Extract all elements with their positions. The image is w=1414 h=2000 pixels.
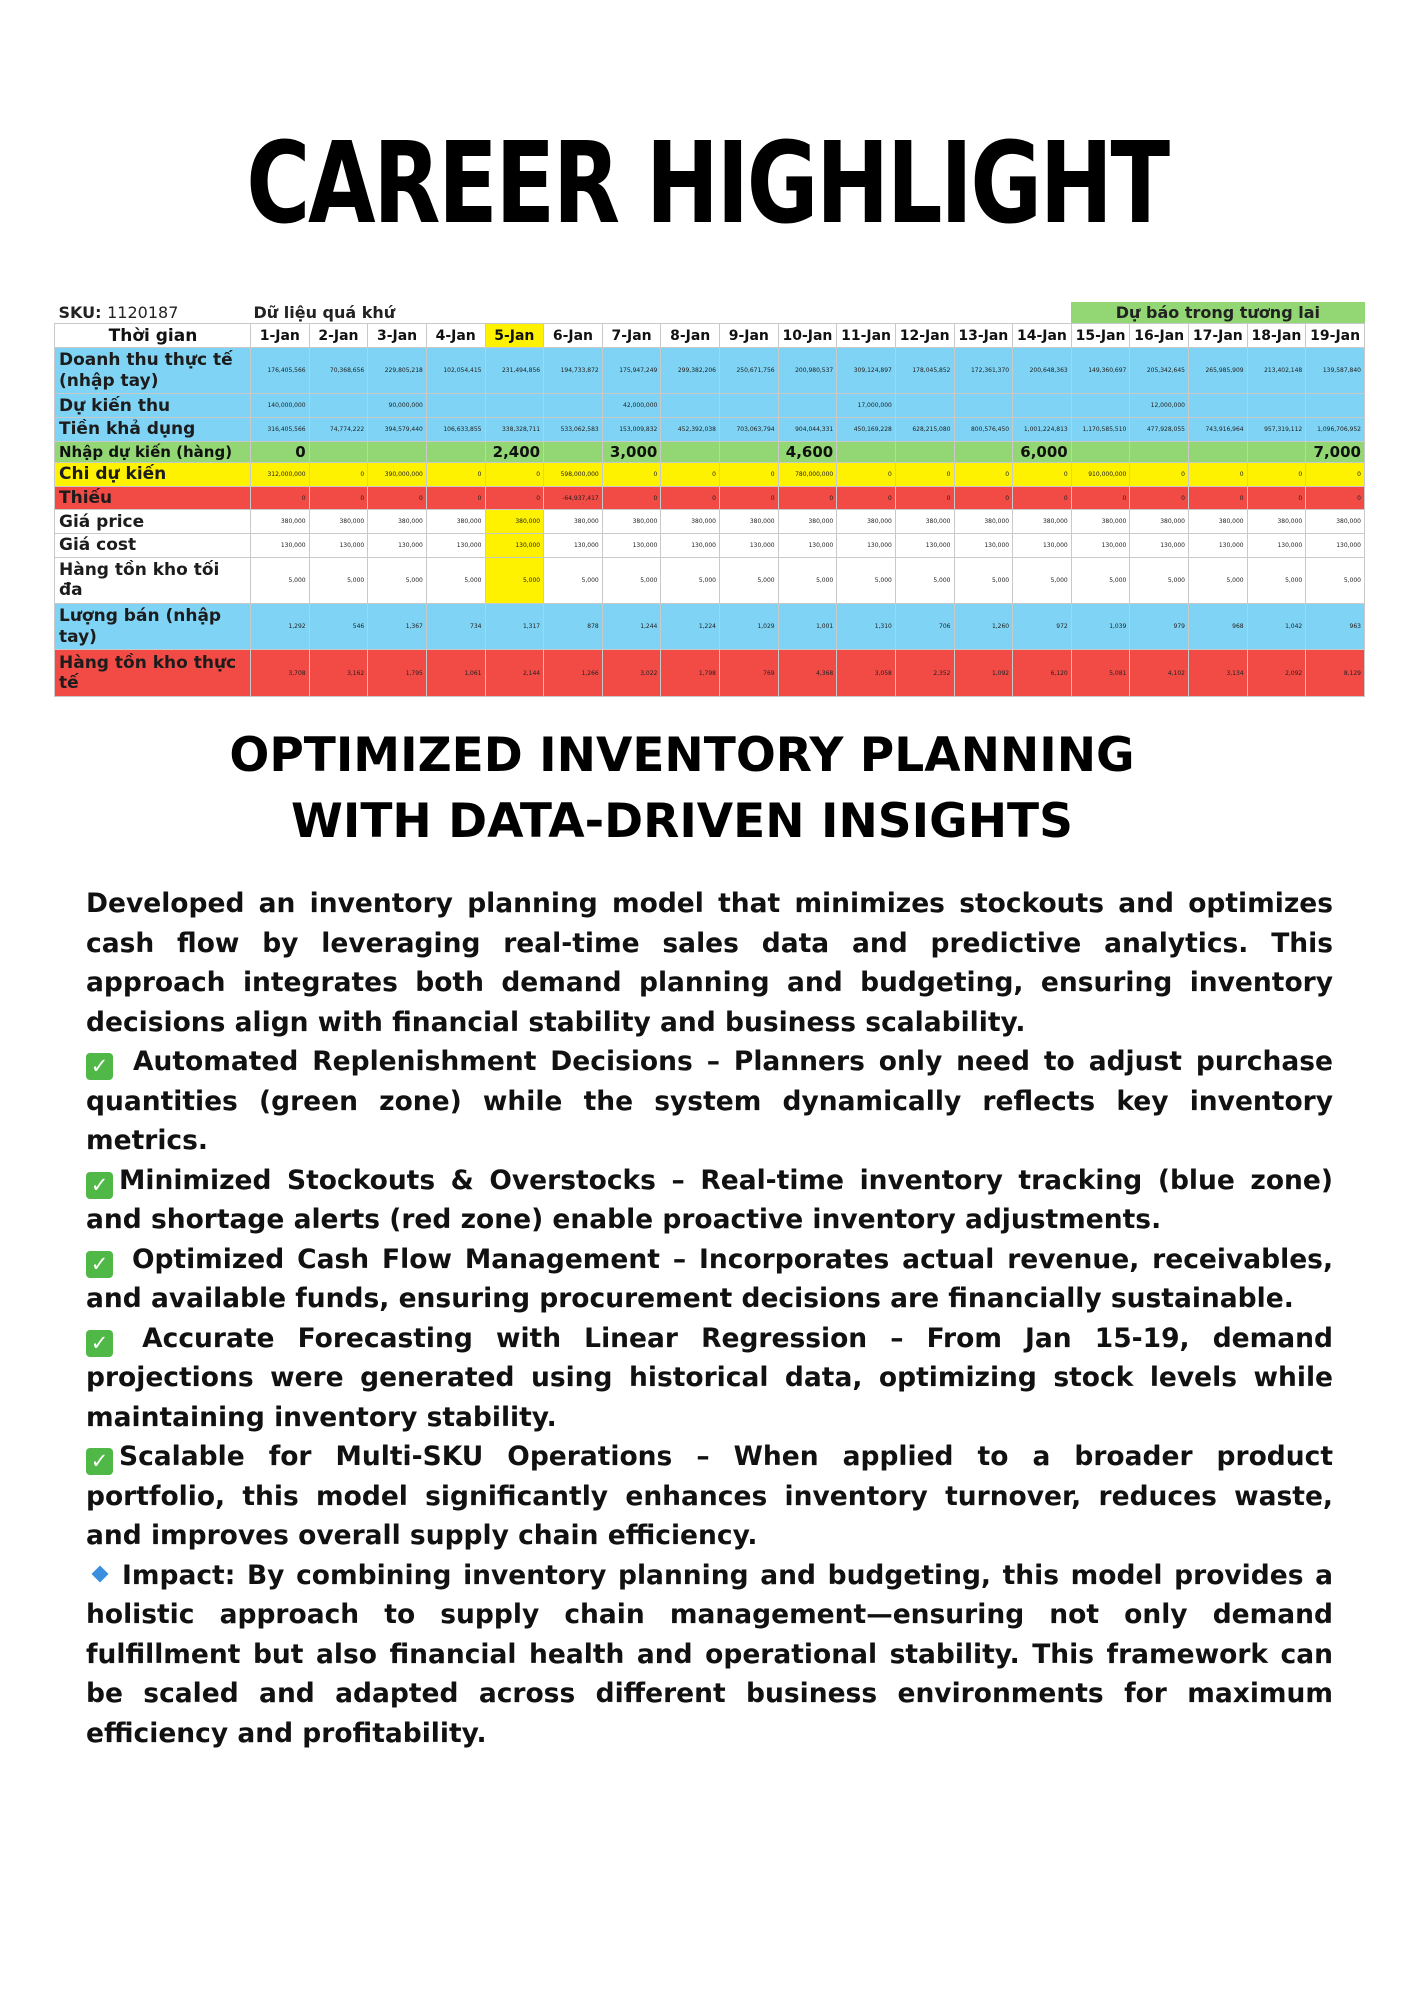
data-cell: 706 (895, 604, 954, 650)
date-header: 19-Jan (1306, 324, 1365, 348)
sheet-row (55, 650, 1365, 697)
data-cell: 130,000 (1189, 534, 1248, 558)
data-cell: 380,000 (661, 510, 720, 534)
date-header: 10-Jan (778, 324, 837, 348)
data-cell: 4,102 (1130, 650, 1189, 697)
row-label: Dự kiến thu (55, 394, 251, 418)
data-cell (1013, 394, 1072, 418)
data-cell: 380,000 (1130, 510, 1189, 534)
data-cell: 380,000 (1189, 510, 1248, 534)
data-cell: 0 (720, 486, 779, 510)
data-cell: 70,368,656 (309, 348, 368, 394)
data-cell (720, 441, 779, 462)
data-cell: 5,000 (251, 557, 310, 603)
sku-cell (55, 302, 251, 324)
data-cell (426, 394, 485, 418)
data-cell: 213,402,148 (1247, 348, 1306, 394)
data-cell (1071, 394, 1130, 418)
data-cell: 1,292 (251, 604, 310, 650)
sku-label: SKU: (58, 303, 102, 323)
data-cell: 0 (954, 486, 1013, 510)
data-cell: 1,795 (368, 650, 427, 697)
data-cell: -64,937,417 (544, 486, 603, 510)
data-cell: 2,144 (485, 650, 544, 697)
data-cell: 5,000 (1013, 557, 1072, 603)
data-cell: 5,000 (309, 557, 368, 603)
data-cell: 130,000 (720, 534, 779, 558)
data-cell: 0 (251, 486, 310, 510)
data-cell: 0 (426, 462, 485, 486)
data-cell: 5,000 (426, 557, 485, 603)
check-icon: ✓ (86, 1448, 113, 1475)
data-cell: 1,061 (426, 650, 485, 697)
data-cell: 0 (309, 462, 368, 486)
data-cell: 963 (1306, 604, 1365, 650)
data-cell: 450,169,228 (837, 418, 896, 442)
data-cell: 1,001,224,813 (1013, 418, 1072, 442)
impact-label: Impact: (122, 1559, 236, 1591)
data-cell: 130,000 (895, 534, 954, 558)
data-cell: 102,054,415 (426, 348, 485, 394)
bullet-text: Accurate Forecasting with Linear Regression – From Jan 15-19, demand projections were generated using historical data, optimizing stock levels while maintaining inventory stability. (86, 1322, 1333, 1433)
data-cell: 390,000,000 (368, 462, 427, 486)
data-cell: 477,928,055 (1130, 418, 1189, 442)
data-cell: 533,062,583 (544, 418, 603, 442)
data-cell: 1,244 (602, 604, 661, 650)
data-cell: 4,600 (778, 441, 837, 462)
data-cell: 5,000 (485, 557, 544, 603)
date-header: 1-Jan (251, 324, 310, 348)
data-cell: 0 (837, 462, 896, 486)
data-cell: 380,000 (720, 510, 779, 534)
data-cell: 800,576,450 (954, 418, 1013, 442)
data-cell: 265,985,909 (1189, 348, 1248, 394)
past-data-label: Dữ liệu quá khứ (253, 303, 396, 323)
date-header: 3-Jan (368, 324, 427, 348)
data-cell: 3,708 (251, 650, 310, 697)
data-cell: 0 (1013, 486, 1072, 510)
data-cell: 6,000 (1013, 441, 1072, 462)
data-cell (895, 441, 954, 462)
data-cell: 130,000 (309, 534, 368, 558)
check-icon: ✓ (86, 1330, 113, 1357)
data-cell: 0 (602, 486, 661, 510)
data-cell: 380,000 (837, 510, 896, 534)
data-cell: 380,000 (368, 510, 427, 534)
data-cell: 0 (1306, 462, 1365, 486)
data-cell: 703,063,794 (720, 418, 779, 442)
bullet-text: Optimized Cash Flow Management – Incorporates actual revenue, receivables, and available funds, ensuring procurement decisions are financially sustainable. (86, 1243, 1334, 1314)
date-header: 14-Jan (1013, 324, 1072, 348)
date-header: 4-Jan (426, 324, 485, 348)
data-cell: 1,367 (368, 604, 427, 650)
sheet-row (55, 462, 1365, 486)
check-icon: ✓ (86, 1172, 113, 1199)
row-label: Hàng tồn kho tối đa (55, 557, 251, 603)
body-text (86, 884, 1333, 1753)
bullet-item (86, 1240, 1333, 1319)
data-cell: 149,360,697 (1071, 348, 1130, 394)
date-header: 6-Jan (544, 324, 603, 348)
data-cell: 5,000 (544, 557, 603, 603)
data-cell: 2,400 (485, 441, 544, 462)
data-cell: 1,260 (954, 604, 1013, 650)
bullet-text: Minimized Stockouts & Overstocks – Real-time inventory tracking (blue zone) and shortage alerts (red zone) enable proactive inventory adjustments. (86, 1164, 1333, 1235)
data-cell: 0 (837, 486, 896, 510)
sheet-row (55, 534, 1365, 558)
data-cell: 380,000 (1071, 510, 1130, 534)
data-cell: 452,392,038 (661, 418, 720, 442)
data-cell: 3,022 (602, 650, 661, 697)
data-cell: 743,916,964 (1189, 418, 1248, 442)
data-cell: 0 (954, 462, 1013, 486)
data-cell (661, 394, 720, 418)
data-cell: 0 (1013, 462, 1072, 486)
sheet-row (55, 510, 1365, 534)
data-cell: 338,328,711 (485, 418, 544, 442)
data-cell: 0 (602, 462, 661, 486)
data-cell: 380,000 (1013, 510, 1072, 534)
data-cell: 1,310 (837, 604, 896, 650)
data-cell: 380,000 (1247, 510, 1306, 534)
data-cell (1071, 441, 1130, 462)
data-cell: 0 (368, 486, 427, 510)
data-cell: 130,000 (251, 534, 310, 558)
data-cell: 628,215,080 (895, 418, 954, 442)
sheet-row (55, 418, 1365, 442)
data-cell: 312,000,000 (251, 462, 310, 486)
date-header: 7-Jan (602, 324, 661, 348)
data-cell: 0 (895, 486, 954, 510)
data-cell: 176,405,566 (251, 348, 310, 394)
data-cell: 5,000 (1071, 557, 1130, 603)
data-cell: 380,000 (954, 510, 1013, 534)
data-cell: 130,000 (1247, 534, 1306, 558)
row-label: Thiếu (55, 486, 251, 510)
data-cell: 734 (426, 604, 485, 650)
data-cell (368, 441, 427, 462)
data-cell: 205,342,645 (1130, 348, 1189, 394)
inventory-spreadsheet (54, 302, 1365, 697)
data-cell: 1,317 (485, 604, 544, 650)
row-label: Doanh thu thực tế (nhập tay) (55, 348, 251, 394)
data-cell: 74,774,222 (309, 418, 368, 442)
data-cell: 380,000 (1306, 510, 1365, 534)
impact-text: By combining inventory planning and budgeting, this model provides a holistic approach to supply chain management—ensuring not only demand fulfillment but also financial health and operational stability. This framework can be scaled and adapted across different business environments for maximum efficiency and profitability. (86, 1559, 1333, 1749)
sheet-row (55, 604, 1365, 650)
data-cell: 130,000 (1013, 534, 1072, 558)
data-cell: 5,000 (778, 557, 837, 603)
data-cell (1189, 394, 1248, 418)
data-cell (954, 441, 1013, 462)
data-cell: 0 (661, 486, 720, 510)
bullet-item (86, 1161, 1333, 1240)
data-cell: 380,000 (602, 510, 661, 534)
data-cell: 5,000 (895, 557, 954, 603)
data-cell: 299,382,206 (661, 348, 720, 394)
date-header: 12-Jan (895, 324, 954, 348)
data-cell: 1,039 (1071, 604, 1130, 650)
data-cell: 5,000 (837, 557, 896, 603)
data-cell: 130,000 (368, 534, 427, 558)
data-cell: 979 (1130, 604, 1189, 650)
date-header: 16-Jan (1130, 324, 1189, 348)
data-cell: 5,000 (368, 557, 427, 603)
data-cell: 175,947,249 (602, 348, 661, 394)
data-cell (778, 394, 837, 418)
check-icon: ✓ (86, 1053, 113, 1080)
bullet-text: Scalable for Multi-SKU Operations – When applied to a broader product portfolio, this model significantly enhances inventory turnover, reduces waste, and improves overall supply chain efficiency. (86, 1441, 1333, 1551)
data-cell: 380,000 (895, 510, 954, 534)
data-cell: 3,162 (309, 650, 368, 697)
data-cell: 380,000 (544, 510, 603, 534)
data-cell: 910,000,000 (1071, 462, 1130, 486)
data-cell: 309,124,897 (837, 348, 896, 394)
row-label: Giá price (55, 510, 251, 534)
row-label: Giá cost (55, 534, 251, 558)
data-cell: 380,000 (426, 510, 485, 534)
data-cell: 972 (1013, 604, 1072, 650)
data-cell: 1,266 (544, 650, 603, 697)
sheet-row (55, 394, 1365, 418)
data-cell: 1,092 (954, 650, 1013, 697)
data-cell (1247, 441, 1306, 462)
data-cell: 17,000,000 (837, 394, 896, 418)
data-cell: 0 (485, 486, 544, 510)
data-cell: 4,368 (778, 650, 837, 697)
data-cell: 0 (1189, 486, 1248, 510)
diamond-icon (92, 1566, 109, 1583)
data-cell (309, 394, 368, 418)
data-cell: 130,000 (661, 534, 720, 558)
data-cell: 5,000 (602, 557, 661, 603)
date-header: 17-Jan (1189, 324, 1248, 348)
data-cell: 0 (485, 462, 544, 486)
data-cell: 0 (1130, 486, 1189, 510)
sheet-row (55, 441, 1365, 462)
data-cell: 598,000,000 (544, 462, 603, 486)
row-label: Lượng bán (nhập tay) (55, 604, 251, 650)
intro-paragraph: Developed an inventory planning model that minimizes stockouts and optimizes cash flow by leveraging real-time sales data and predictive analytics. This approach integrates both demand planning and budgeting, ensuring inventory decisions align with financial stability and business scalability. (86, 888, 1333, 1038)
data-cell: 5,000 (1130, 557, 1189, 603)
data-cell: 130,000 (837, 534, 896, 558)
sheet-row (55, 348, 1365, 394)
data-cell (1247, 394, 1306, 418)
data-cell: 1,224 (661, 604, 720, 650)
data-cell (1189, 441, 1248, 462)
row-label: Chi dự kiến (55, 462, 251, 486)
data-cell: 130,000 (544, 534, 603, 558)
data-cell: 1,170,585,510 (1071, 418, 1130, 442)
date-header: 8-Jan (661, 324, 720, 348)
data-cell: 780,000,000 (778, 462, 837, 486)
data-cell: 5,000 (954, 557, 1013, 603)
date-header: 2-Jan (309, 324, 368, 348)
data-cell: 231,494,856 (485, 348, 544, 394)
data-cell: 130,000 (426, 534, 485, 558)
data-cell: 3,000 (602, 441, 661, 462)
data-cell: 380,000 (251, 510, 310, 534)
data-cell: 0 (309, 486, 368, 510)
data-cell: 394,579,440 (368, 418, 427, 442)
impact-paragraph (86, 1556, 1333, 1754)
date-header: 18-Jan (1247, 324, 1306, 348)
data-cell: 5,000 (1189, 557, 1248, 603)
data-cell: 0 (251, 441, 310, 462)
data-cell: 130,000 (1071, 534, 1130, 558)
data-cell (1306, 394, 1365, 418)
data-cell: 904,044,331 (778, 418, 837, 442)
data-cell: 0 (1071, 486, 1130, 510)
data-cell (485, 394, 544, 418)
data-cell: 380,000 (485, 510, 544, 534)
data-cell: 5,000 (720, 557, 779, 603)
data-cell: 172,361,370 (954, 348, 1013, 394)
data-cell: 380,000 (778, 510, 837, 534)
data-cell: 153,009,832 (602, 418, 661, 442)
date-header: 13-Jan (954, 324, 1013, 348)
check-icon: ✓ (86, 1251, 113, 1278)
data-cell: 0 (895, 462, 954, 486)
data-cell: 8,129 (1306, 650, 1365, 697)
data-cell (544, 441, 603, 462)
sheet-header-row (55, 324, 1365, 348)
data-cell: 0 (661, 462, 720, 486)
data-cell (661, 441, 720, 462)
headline-line-1: OPTIMIZED INVENTORY PLANNING (229, 728, 1135, 783)
data-cell: 0 (720, 462, 779, 486)
page-title: CAREER HIGHLIGHT (246, 119, 1168, 249)
data-cell: 7,000 (1306, 441, 1365, 462)
data-cell: 178,045,852 (895, 348, 954, 394)
data-cell: 2,092 (1247, 650, 1306, 697)
bullet-item (86, 1319, 1333, 1438)
data-cell: 546 (309, 604, 368, 650)
data-cell: 5,000 (661, 557, 720, 603)
data-cell: 5,000 (1306, 557, 1365, 603)
data-cell: 316,405,566 (251, 418, 310, 442)
data-cell (544, 394, 603, 418)
row-label: Tiền khả dụng (55, 418, 251, 442)
data-cell: 1,096,706,952 (1306, 418, 1365, 442)
data-cell: 0 (1130, 462, 1189, 486)
data-cell (309, 441, 368, 462)
data-cell (954, 394, 1013, 418)
data-cell: 878 (544, 604, 603, 650)
date-header: 9-Jan (720, 324, 779, 348)
data-cell: 5,081 (1071, 650, 1130, 697)
row-label: Nhập dự kiến (hàng) (55, 441, 251, 462)
date-header: 5-Jan (485, 324, 544, 348)
data-cell: 194,733,872 (544, 348, 603, 394)
data-cell: 769 (720, 650, 779, 697)
data-cell: 2,352 (895, 650, 954, 697)
time-label: Thời gian (55, 324, 251, 348)
sheet-row (55, 557, 1365, 603)
data-cell: 250,671,756 (720, 348, 779, 394)
bullet-item (86, 1437, 1333, 1556)
bullet-item (86, 1042, 1333, 1161)
data-cell: 130,000 (485, 534, 544, 558)
data-cell: 5,000 (1247, 557, 1306, 603)
data-cell: 200,980,537 (778, 348, 837, 394)
data-cell: 0 (1189, 462, 1248, 486)
data-cell: 130,000 (954, 534, 1013, 558)
data-cell: 229,805,218 (368, 348, 427, 394)
data-cell (837, 441, 896, 462)
data-cell: 90,000,000 (368, 394, 427, 418)
data-cell: 0 (778, 486, 837, 510)
data-cell: 1,798 (661, 650, 720, 697)
data-cell: 130,000 (1130, 534, 1189, 558)
data-cell: 130,000 (1306, 534, 1365, 558)
row-label: Hàng tồn kho thực tế (55, 650, 251, 697)
bullet-text: Automated Replenishment Decisions – Planners only need to adjust purchase quantities (green zone) while the system dynamically reflects key inventory metrics. (86, 1046, 1333, 1156)
data-cell: 106,633,855 (426, 418, 485, 442)
data-cell: 0 (1247, 462, 1306, 486)
data-cell: 3,134 (1189, 650, 1248, 697)
data-cell: 0 (426, 486, 485, 510)
headline-line-2: WITH DATA-DRIVEN INSIGHTS (291, 794, 1073, 849)
data-cell: 1,042 (1247, 604, 1306, 650)
data-cell (720, 394, 779, 418)
data-cell: 42,000,000 (602, 394, 661, 418)
sku-value: 1120187 (107, 303, 179, 323)
data-cell: 0 (1247, 486, 1306, 510)
date-header: 11-Jan (837, 324, 896, 348)
data-cell: 12,000,000 (1130, 394, 1189, 418)
data-cell: 139,587,840 (1306, 348, 1365, 394)
data-cell: 140,000,000 (251, 394, 310, 418)
date-header: 15-Jan (1071, 324, 1130, 348)
data-cell: 130,000 (778, 534, 837, 558)
data-cell (426, 441, 485, 462)
sheet-row (55, 486, 1365, 510)
sheet-top-row (55, 302, 1365, 324)
data-cell: 6,120 (1013, 650, 1072, 697)
data-cell: 1,029 (720, 604, 779, 650)
forecast-label: Dự báo trong tương lai (1071, 302, 1364, 324)
data-cell (1130, 441, 1189, 462)
data-cell: 380,000 (309, 510, 368, 534)
data-cell: 0 (1306, 486, 1365, 510)
data-cell: 130,000 (602, 534, 661, 558)
data-cell: 200,648,363 (1013, 348, 1072, 394)
data-cell: 957,319,112 (1247, 418, 1306, 442)
data-cell (895, 394, 954, 418)
data-cell: 1,001 (778, 604, 837, 650)
data-cell: 968 (1189, 604, 1248, 650)
data-cell: 3,058 (837, 650, 896, 697)
